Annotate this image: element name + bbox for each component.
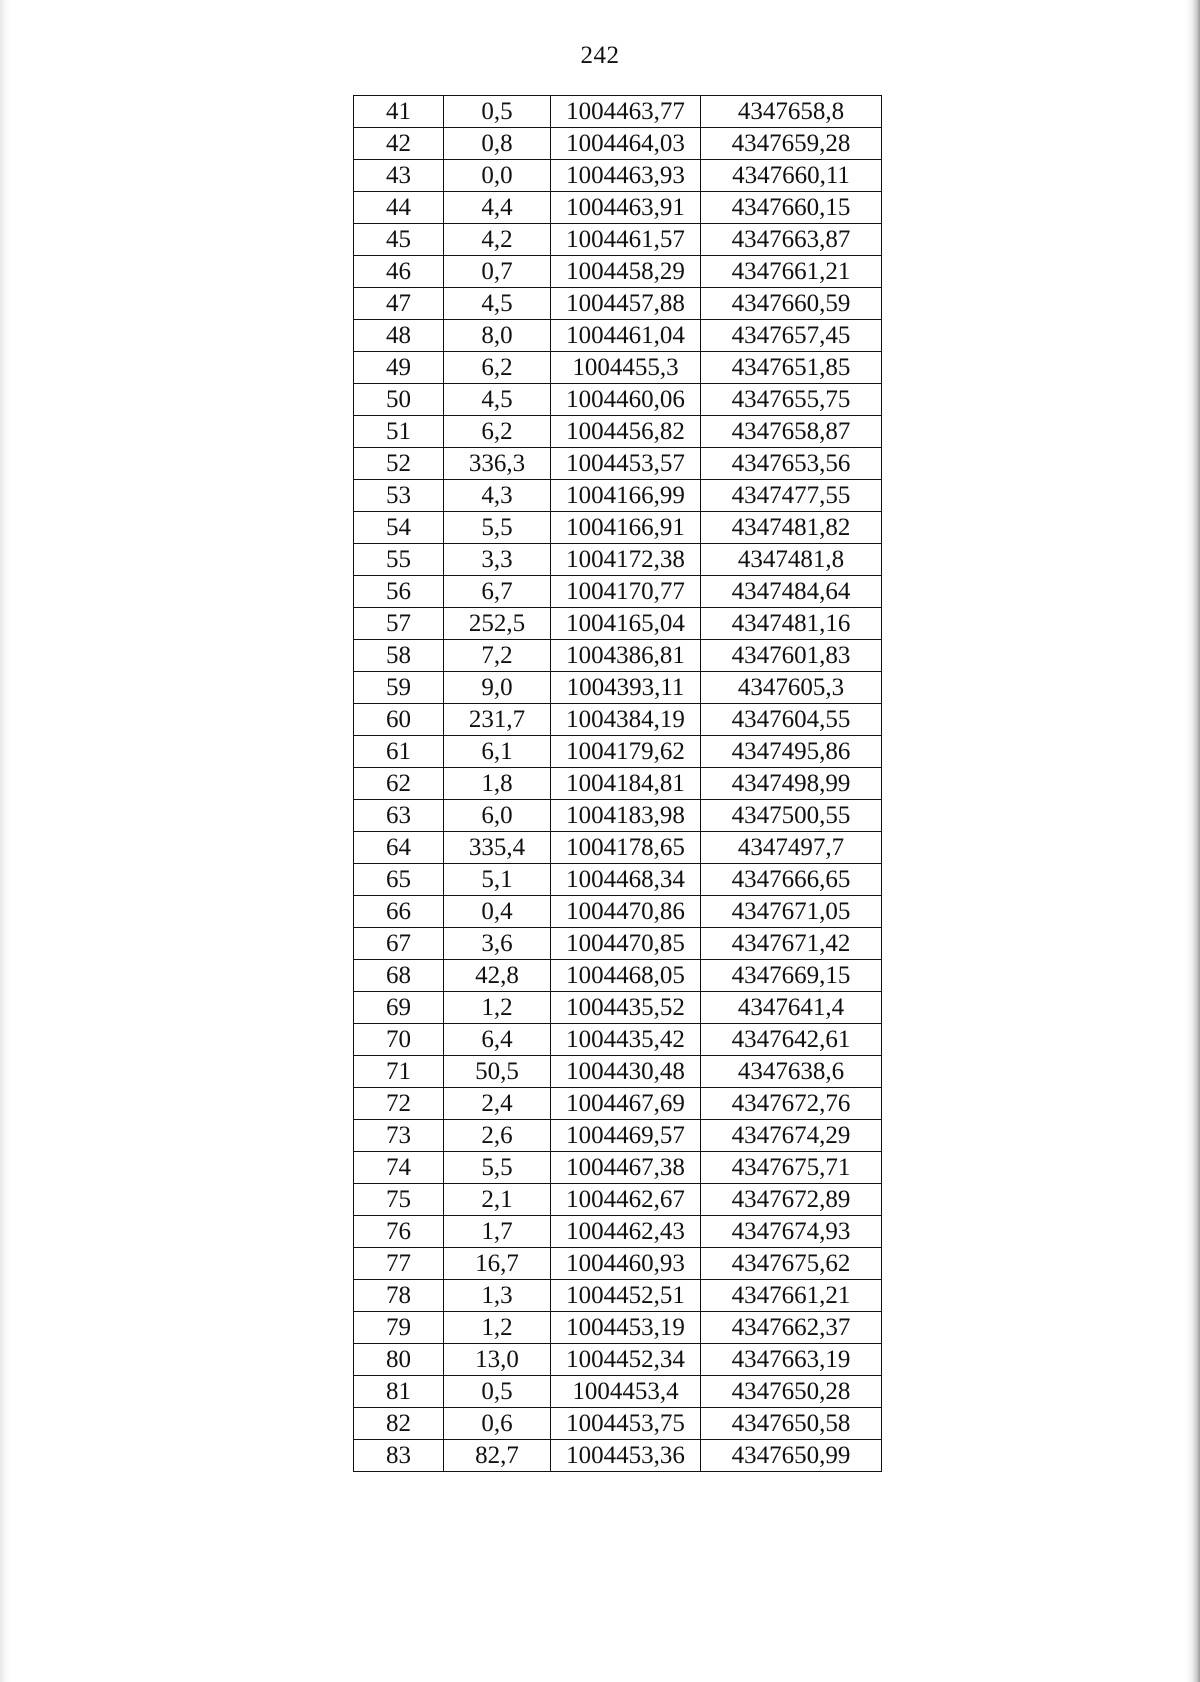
x-coordinate-cell: 1004170,77: [551, 576, 701, 608]
y-coordinate-cell: 4347655,75: [701, 384, 882, 416]
distance-cell: 231,7: [444, 704, 551, 736]
table-row: [354, 192, 882, 224]
point-number-cell: 44: [354, 192, 444, 224]
distance-cell: 1,7: [444, 1216, 551, 1248]
x-coordinate-cell: 1004460,93: [551, 1248, 701, 1280]
distance-cell: 0,5: [444, 1376, 551, 1408]
x-coordinate-cell: 1004453,75: [551, 1408, 701, 1440]
distance-cell: 1,8: [444, 768, 551, 800]
table-row: [354, 544, 882, 576]
table-row: [354, 384, 882, 416]
distance-cell: 2,6: [444, 1120, 551, 1152]
point-number-cell: 83: [354, 1440, 444, 1472]
point-number-cell: 48: [354, 320, 444, 352]
y-coordinate-cell: 4347498,99: [701, 768, 882, 800]
table-row: [354, 512, 882, 544]
x-coordinate-cell: 1004183,98: [551, 800, 701, 832]
distance-cell: 0,5: [444, 96, 551, 128]
x-coordinate-cell: 1004470,86: [551, 896, 701, 928]
distance-cell: 13,0: [444, 1344, 551, 1376]
distance-cell: 4,3: [444, 480, 551, 512]
y-coordinate-cell: 4347660,59: [701, 288, 882, 320]
x-coordinate-cell: 1004469,57: [551, 1120, 701, 1152]
y-coordinate-cell: 4347481,16: [701, 608, 882, 640]
y-coordinate-cell: 4347672,76: [701, 1088, 882, 1120]
page-number: 242: [580, 42, 620, 69]
point-number-cell: 73: [354, 1120, 444, 1152]
table-row: [354, 1184, 882, 1216]
table-row: [354, 640, 882, 672]
table-row: [354, 704, 882, 736]
table-row: [354, 672, 882, 704]
point-number-cell: 77: [354, 1248, 444, 1280]
point-number-cell: 67: [354, 928, 444, 960]
x-coordinate-cell: 1004453,19: [551, 1312, 701, 1344]
table-row: [354, 1056, 882, 1088]
distance-cell: 7,2: [444, 640, 551, 672]
point-number-cell: 63: [354, 800, 444, 832]
table-row: [354, 1312, 882, 1344]
point-number-cell: 52: [354, 448, 444, 480]
table-row: [354, 1440, 882, 1472]
x-coordinate-cell: 1004393,11: [551, 672, 701, 704]
table-row: [354, 608, 882, 640]
point-number-cell: 78: [354, 1280, 444, 1312]
distance-cell: 9,0: [444, 672, 551, 704]
y-coordinate-cell: 4347641,4: [701, 992, 882, 1024]
table-row: [354, 800, 882, 832]
point-number-cell: 50: [354, 384, 444, 416]
point-number-cell: 62: [354, 768, 444, 800]
distance-cell: 0,4: [444, 896, 551, 928]
table-row: [354, 1344, 882, 1376]
table-row: [354, 288, 882, 320]
distance-cell: 0,7: [444, 256, 551, 288]
distance-cell: 5,1: [444, 864, 551, 896]
table-row: [354, 736, 882, 768]
distance-cell: 4,4: [444, 192, 551, 224]
table-row: [354, 352, 882, 384]
scan-edge-right: [1186, 0, 1200, 1682]
distance-cell: 1,2: [444, 1312, 551, 1344]
y-coordinate-cell: 4347497,7: [701, 832, 882, 864]
x-coordinate-cell: 1004458,29: [551, 256, 701, 288]
distance-cell: 42,8: [444, 960, 551, 992]
point-number-cell: 45: [354, 224, 444, 256]
table-row: [354, 960, 882, 992]
table-row: [354, 448, 882, 480]
y-coordinate-cell: 4347675,71: [701, 1152, 882, 1184]
y-coordinate-cell: 4347638,6: [701, 1056, 882, 1088]
y-coordinate-cell: 4347669,15: [701, 960, 882, 992]
distance-cell: 2,4: [444, 1088, 551, 1120]
y-coordinate-cell: 4347484,64: [701, 576, 882, 608]
y-coordinate-cell: 4347675,62: [701, 1248, 882, 1280]
x-coordinate-cell: 1004435,52: [551, 992, 701, 1024]
distance-cell: 6,1: [444, 736, 551, 768]
x-coordinate-cell: 1004456,82: [551, 416, 701, 448]
x-coordinate-cell: 1004179,62: [551, 736, 701, 768]
y-coordinate-cell: 4347500,55: [701, 800, 882, 832]
x-coordinate-cell: 1004461,57: [551, 224, 701, 256]
point-number-cell: 70: [354, 1024, 444, 1056]
table-row: [354, 992, 882, 1024]
y-coordinate-cell: 4347481,82: [701, 512, 882, 544]
x-coordinate-cell: 1004460,06: [551, 384, 701, 416]
y-coordinate-cell: 4347660,15: [701, 192, 882, 224]
y-coordinate-cell: 4347662,37: [701, 1312, 882, 1344]
point-number-cell: 74: [354, 1152, 444, 1184]
y-coordinate-cell: 4347661,21: [701, 1280, 882, 1312]
distance-cell: 6,2: [444, 416, 551, 448]
distance-cell: 0,8: [444, 128, 551, 160]
distance-cell: 0,0: [444, 160, 551, 192]
point-number-cell: 81: [354, 1376, 444, 1408]
distance-cell: 0,6: [444, 1408, 551, 1440]
point-number-cell: 57: [354, 608, 444, 640]
point-number-cell: 53: [354, 480, 444, 512]
y-coordinate-cell: 4347601,83: [701, 640, 882, 672]
x-coordinate-cell: 1004462,43: [551, 1216, 701, 1248]
y-coordinate-cell: 4347481,8: [701, 544, 882, 576]
x-coordinate-cell: 1004453,4: [551, 1376, 701, 1408]
distance-cell: 16,7: [444, 1248, 551, 1280]
y-coordinate-cell: 4347658,8: [701, 96, 882, 128]
distance-cell: 4,5: [444, 384, 551, 416]
distance-cell: 5,5: [444, 1152, 551, 1184]
y-coordinate-cell: 4347671,05: [701, 896, 882, 928]
distance-cell: 82,7: [444, 1440, 551, 1472]
point-number-cell: 65: [354, 864, 444, 896]
distance-cell: 4,2: [444, 224, 551, 256]
y-coordinate-cell: 4347663,87: [701, 224, 882, 256]
table-row: [354, 1280, 882, 1312]
x-coordinate-cell: 1004470,85: [551, 928, 701, 960]
x-coordinate-cell: 1004184,81: [551, 768, 701, 800]
table-row: [354, 1152, 882, 1184]
point-number-cell: 49: [354, 352, 444, 384]
y-coordinate-cell: 4347605,3: [701, 672, 882, 704]
y-coordinate-cell: 4347650,99: [701, 1440, 882, 1472]
table-row: [354, 96, 882, 128]
distance-cell: 3,3: [444, 544, 551, 576]
table-row: [354, 416, 882, 448]
point-number-cell: 79: [354, 1312, 444, 1344]
y-coordinate-cell: 4347495,86: [701, 736, 882, 768]
x-coordinate-cell: 1004461,04: [551, 320, 701, 352]
x-coordinate-cell: 1004386,81: [551, 640, 701, 672]
point-number-cell: 47: [354, 288, 444, 320]
table-row: [354, 160, 882, 192]
y-coordinate-cell: 4347666,65: [701, 864, 882, 896]
x-coordinate-cell: 1004178,65: [551, 832, 701, 864]
distance-cell: 3,6: [444, 928, 551, 960]
table-row: [354, 1376, 882, 1408]
table-row: [354, 768, 882, 800]
point-number-cell: 80: [354, 1344, 444, 1376]
table-body: [354, 96, 882, 1472]
y-coordinate-cell: 4347658,87: [701, 416, 882, 448]
table-row: [354, 480, 882, 512]
point-number-cell: 82: [354, 1408, 444, 1440]
x-coordinate-cell: 1004457,88: [551, 288, 701, 320]
table-row: [354, 928, 882, 960]
x-coordinate-cell: 1004453,57: [551, 448, 701, 480]
x-coordinate-cell: 1004463,91: [551, 192, 701, 224]
table-row: [354, 864, 882, 896]
x-coordinate-cell: 1004463,77: [551, 96, 701, 128]
point-number-cell: 64: [354, 832, 444, 864]
distance-cell: 335,4: [444, 832, 551, 864]
y-coordinate-cell: 4347650,58: [701, 1408, 882, 1440]
table-row: [354, 320, 882, 352]
x-coordinate-cell: 1004430,48: [551, 1056, 701, 1088]
distance-cell: 6,0: [444, 800, 551, 832]
table-row: [354, 1216, 882, 1248]
x-coordinate-cell: 1004452,51: [551, 1280, 701, 1312]
point-number-cell: 46: [354, 256, 444, 288]
x-coordinate-cell: 1004172,38: [551, 544, 701, 576]
point-number-cell: 54: [354, 512, 444, 544]
y-coordinate-cell: 4347651,85: [701, 352, 882, 384]
x-coordinate-cell: 1004463,93: [551, 160, 701, 192]
x-coordinate-cell: 1004464,03: [551, 128, 701, 160]
y-coordinate-cell: 4347642,61: [701, 1024, 882, 1056]
x-coordinate-cell: 1004467,69: [551, 1088, 701, 1120]
y-coordinate-cell: 4347663,19: [701, 1344, 882, 1376]
table-row: [354, 1120, 882, 1152]
distance-cell: 2,1: [444, 1184, 551, 1216]
point-number-cell: 66: [354, 896, 444, 928]
distance-cell: 1,3: [444, 1280, 551, 1312]
table-row: [354, 1248, 882, 1280]
x-coordinate-cell: 1004468,34: [551, 864, 701, 896]
y-coordinate-cell: 4347650,28: [701, 1376, 882, 1408]
scan-edge-left: [0, 0, 10, 1682]
table-row: [354, 832, 882, 864]
point-number-cell: 60: [354, 704, 444, 736]
distance-cell: 6,4: [444, 1024, 551, 1056]
y-coordinate-cell: 4347477,55: [701, 480, 882, 512]
y-coordinate-cell: 4347671,42: [701, 928, 882, 960]
point-number-cell: 69: [354, 992, 444, 1024]
y-coordinate-cell: 4347604,55: [701, 704, 882, 736]
point-number-cell: 71: [354, 1056, 444, 1088]
x-coordinate-cell: 1004462,67: [551, 1184, 701, 1216]
table-row: [354, 256, 882, 288]
table-row: [354, 1024, 882, 1056]
coordinates-table: [353, 95, 882, 1472]
table-row: [354, 576, 882, 608]
table-row: [354, 1088, 882, 1120]
point-number-cell: 58: [354, 640, 444, 672]
x-coordinate-cell: 1004467,38: [551, 1152, 701, 1184]
distance-cell: 5,5: [444, 512, 551, 544]
distance-cell: 6,7: [444, 576, 551, 608]
x-coordinate-cell: 1004166,91: [551, 512, 701, 544]
distance-cell: 8,0: [444, 320, 551, 352]
distance-cell: 1,2: [444, 992, 551, 1024]
x-coordinate-cell: 1004468,05: [551, 960, 701, 992]
distance-cell: 50,5: [444, 1056, 551, 1088]
x-coordinate-cell: 1004384,19: [551, 704, 701, 736]
point-number-cell: 76: [354, 1216, 444, 1248]
y-coordinate-cell: 4347660,11: [701, 160, 882, 192]
table-row: [354, 224, 882, 256]
point-number-cell: 61: [354, 736, 444, 768]
table-row: [354, 896, 882, 928]
point-number-cell: 56: [354, 576, 444, 608]
point-number-cell: 59: [354, 672, 444, 704]
x-coordinate-cell: 1004165,04: [551, 608, 701, 640]
table-row: [354, 1408, 882, 1440]
point-number-cell: 72: [354, 1088, 444, 1120]
point-number-cell: 55: [354, 544, 444, 576]
point-number-cell: 43: [354, 160, 444, 192]
y-coordinate-cell: 4347672,89: [701, 1184, 882, 1216]
distance-cell: 4,5: [444, 288, 551, 320]
point-number-cell: 68: [354, 960, 444, 992]
distance-cell: 6,2: [444, 352, 551, 384]
x-coordinate-cell: 1004453,36: [551, 1440, 701, 1472]
y-coordinate-cell: 4347674,29: [701, 1120, 882, 1152]
x-coordinate-cell: 1004455,3: [551, 352, 701, 384]
point-number-cell: 42: [354, 128, 444, 160]
y-coordinate-cell: 4347674,93: [701, 1216, 882, 1248]
point-number-cell: 75: [354, 1184, 444, 1216]
y-coordinate-cell: 4347659,28: [701, 128, 882, 160]
y-coordinate-cell: 4347661,21: [701, 256, 882, 288]
x-coordinate-cell: 1004435,42: [551, 1024, 701, 1056]
x-coordinate-cell: 1004452,34: [551, 1344, 701, 1376]
table-row: [354, 128, 882, 160]
point-number-cell: 41: [354, 96, 444, 128]
distance-cell: 336,3: [444, 448, 551, 480]
distance-cell: 252,5: [444, 608, 551, 640]
point-number-cell: 51: [354, 416, 444, 448]
y-coordinate-cell: 4347653,56: [701, 448, 882, 480]
x-coordinate-cell: 1004166,99: [551, 480, 701, 512]
y-coordinate-cell: 4347657,45: [701, 320, 882, 352]
